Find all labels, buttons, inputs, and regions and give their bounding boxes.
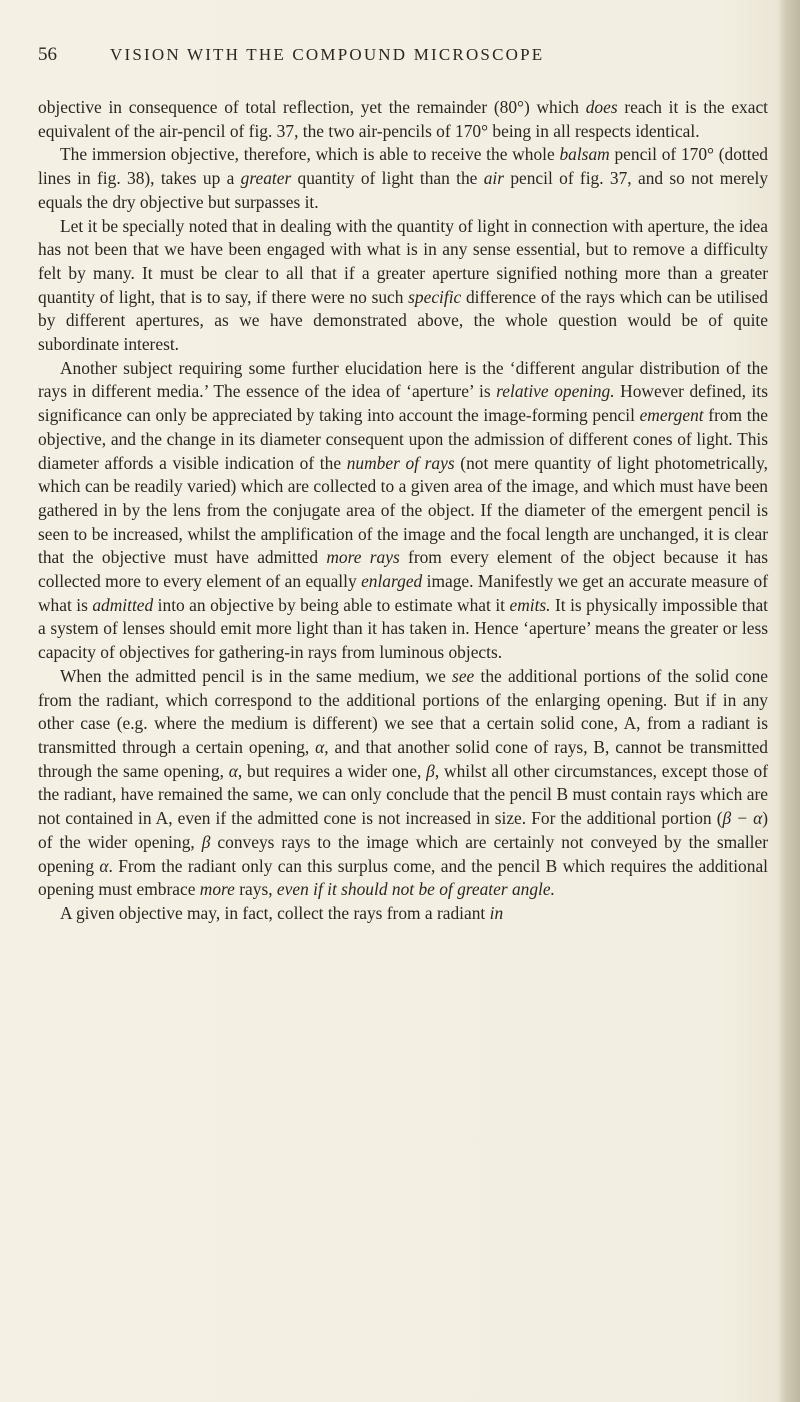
text-run: reach it is the exact equivalent of the air-pencil of fig. 37, the two air-pencils of 170° being in all respects identical. <box>38 97 769 141</box>
italic-run: more rays <box>326 547 400 568</box>
text-run: from the objective, and the change in its diameter consequent upon the admission of different cones of light. This diameter affords a visible indication of the <box>38 405 768 473</box>
text-run: quantity of light than the <box>291 168 484 189</box>
text-run: Let it be specially noted that in dealing with the quantity of light in connection with aperture, the idea has not been that we have been engaged with what is in any sense essential, but to remove a difficulty felt by many. It must be clear to all that if a greater aperture signified nothing more than a greater quantity of light, that is to say, if there were no such <box>38 215 768 307</box>
italic-run: does <box>585 97 618 117</box>
italic-run: air <box>483 168 504 189</box>
paragraph <box>38 902 768 926</box>
text-run: pencil of fig. 37, and so not merely equals the dry objective but surpasses it. <box>38 168 769 212</box>
text-run: difference of the rays which can be utilised by different apertures, as we have demonstrated above, the whole question would be of quite subordinate interest. <box>38 286 768 355</box>
italic-run: emits. <box>509 594 551 615</box>
italic-run: α <box>315 736 325 757</box>
text-run: , but requires a wider one, <box>237 760 427 781</box>
paragraph <box>38 143 768 214</box>
italic-run: β <box>426 760 435 781</box>
text-run: When the admitted pencil is in the same medium, we <box>60 665 453 686</box>
text-run: objective in consequence of total reflection, yet the remainder (80°) which <box>38 97 586 117</box>
italic-run: see <box>452 665 475 686</box>
italic-run: relative opening. <box>496 381 615 402</box>
italic-run: admitted <box>92 594 154 615</box>
text-run: from every element of the object because it has collected more to every element of an equally <box>38 547 769 592</box>
text-run: The immersion objective, therefore, which is able to receive the whole <box>60 144 560 165</box>
italic-run: β − α <box>722 808 763 829</box>
italic-run: emergent <box>639 405 704 426</box>
paragraph <box>38 357 768 665</box>
text-run: However defined, its significance can only be appreciated by taking into account the image-forming pencil <box>38 381 768 426</box>
text-run: . From the radiant only can this surplus come, and the pencil B which requires the additional opening must embrace <box>38 855 768 900</box>
text-run: the additional portions of the solid cone from the radiant, which correspond to the additional portions of the enlarging opening. But if in any other case (e.g. where the medium is different) we see that a certain solid cone, A, from a radiant is transmitted through a certain opening, <box>38 665 768 757</box>
paragraph <box>38 96 768 143</box>
text-run: image. Manifestly we get an accurate measure of what is <box>38 571 768 615</box>
italic-run: α <box>228 760 238 781</box>
italic-run: in <box>489 902 504 923</box>
italic-run: greater <box>240 168 292 189</box>
text-run: , and that another solid cone of rays, B, cannot be transmitted through the same opening, <box>38 736 768 781</box>
text-run: into an objective by being able to estimate what it <box>153 594 510 615</box>
text-run: It is physically impossible that a system of lenses should emit more light than it has taken in. Hence ‘aperture’ means the greater or less capacity of objectives for gathering-in rays from luminous objects. <box>38 594 768 663</box>
italic-run: number of rays <box>346 452 455 473</box>
paragraph <box>38 215 768 357</box>
text-run: Another subject requiring some further elucidation here is the ‘different angular distribution of the rays in different media.’ The essence of the idea of ‘aperture’ is <box>38 357 768 402</box>
italic-run: α <box>99 855 109 876</box>
italic-run: even if it should not be of greater angle. <box>276 879 555 900</box>
text-run: A given objective may, in fact, collect the rays from a radiant <box>60 902 490 923</box>
page-number: 56 <box>38 44 57 65</box>
italic-run: β <box>201 831 211 852</box>
text-run: rays, <box>234 879 277 900</box>
italic-run: specific <box>408 286 462 307</box>
page-header <box>38 44 768 70</box>
italic-run: enlarged <box>361 571 423 592</box>
text-run: pencil of 170° (dotted lines in fig. 38), takes up a <box>38 144 769 189</box>
body-text <box>38 96 768 926</box>
paragraph <box>38 665 768 902</box>
text-run: (not mere quantity of light photometrically, which can be readily varied) which are collected to a given area of the image, and which must have been gathered in by the lens from the conjugate area of the object. If the diameter of the emergent pencil is seen to be increased, whilst the amplification of the image and the focal length are unchanged, it is clear that the objective must have admitted <box>38 452 768 568</box>
text-run: ) of the wider opening, <box>38 808 769 852</box>
page-edge-shadow <box>778 0 800 1402</box>
text-run: conveys rays to the image which are certainly not conveyed by the smaller opening <box>38 831 769 876</box>
running-head: VISION WITH THE COMPOUND MICROSCOPE <box>110 45 545 64</box>
italic-run: balsam <box>559 144 610 165</box>
italic-run: more <box>199 879 235 900</box>
text-run: , whilst all other circumstances, except those of the radiant, have remained the same, we can only conclude that the pencil B must contain rays which are not contained in A, even if the admitted cone is not increased in size. For the additional portion ( <box>38 760 768 829</box>
